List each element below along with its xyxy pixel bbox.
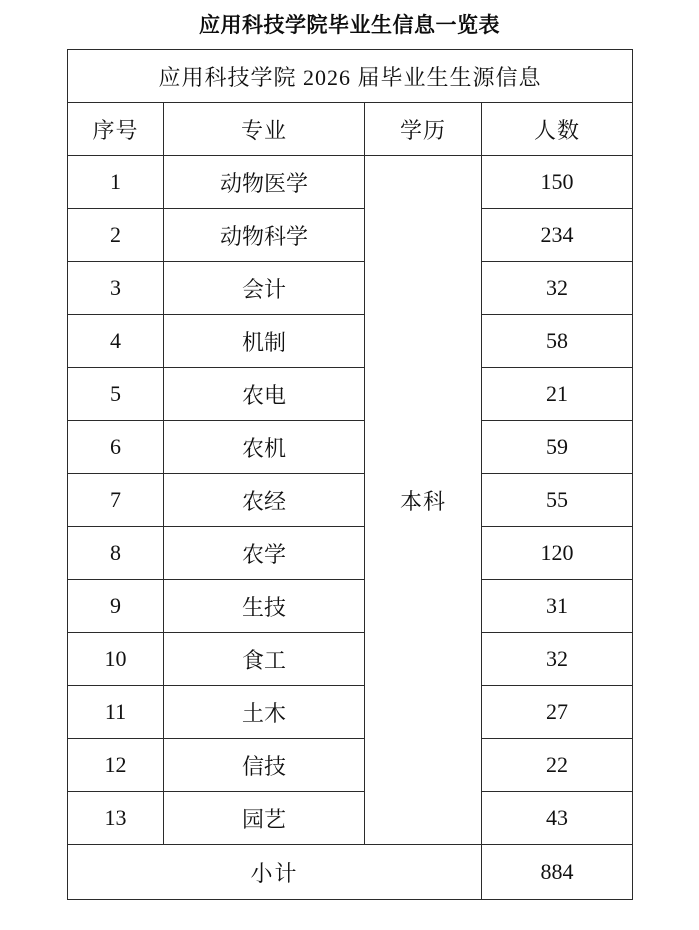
row-major: 生技 <box>164 580 365 633</box>
row-no: 5 <box>68 368 164 421</box>
row-major: 土木 <box>164 686 365 739</box>
column-header-education: 学历 <box>365 103 482 156</box>
total-label: 小计 <box>68 845 482 900</box>
row-major: 农机 <box>164 421 365 474</box>
row-major: 食工 <box>164 633 365 686</box>
table-caption-row <box>68 50 633 103</box>
table-row <box>68 633 633 686</box>
table-caption: 应用科技学院 2026 届毕业生生源信息 <box>68 50 633 103</box>
table-row <box>68 262 633 315</box>
row-no: 13 <box>68 792 164 845</box>
row-count: 32 <box>482 262 633 315</box>
row-no: 1 <box>68 156 164 209</box>
row-count: 22 <box>482 739 633 792</box>
table-row <box>68 739 633 792</box>
page-title: 应用科技学院毕业生信息一览表 <box>199 14 500 37</box>
table-row <box>68 156 633 209</box>
row-no: 2 <box>68 209 164 262</box>
row-major: 机制 <box>164 315 365 368</box>
table-row <box>68 527 633 580</box>
column-header-count: 人数 <box>482 103 633 156</box>
row-count: 32 <box>482 633 633 686</box>
table-row <box>68 474 633 527</box>
row-major: 农电 <box>164 368 365 421</box>
row-major: 农经 <box>164 474 365 527</box>
row-count: 120 <box>482 527 633 580</box>
table-row <box>68 421 633 474</box>
row-count: 55 <box>482 474 633 527</box>
table-row <box>68 209 633 262</box>
row-education: 本科 <box>365 156 482 845</box>
total-count: 884 <box>482 845 633 900</box>
column-header-no: 序号 <box>68 103 164 156</box>
row-no: 7 <box>68 474 164 527</box>
row-no: 3 <box>68 262 164 315</box>
row-major: 园艺 <box>164 792 365 845</box>
row-count: 27 <box>482 686 633 739</box>
row-major: 农学 <box>164 527 365 580</box>
row-count: 59 <box>482 421 633 474</box>
table-row <box>68 686 633 739</box>
row-no: 8 <box>68 527 164 580</box>
row-count: 234 <box>482 209 633 262</box>
row-no: 4 <box>68 315 164 368</box>
row-count: 150 <box>482 156 633 209</box>
table-row <box>68 315 633 368</box>
row-major: 动物医学 <box>164 156 365 209</box>
row-count: 21 <box>482 368 633 421</box>
row-major: 动物科学 <box>164 209 365 262</box>
row-no: 6 <box>68 421 164 474</box>
table-row <box>68 580 633 633</box>
row-no: 9 <box>68 580 164 633</box>
row-count: 43 <box>482 792 633 845</box>
table-row <box>68 792 633 845</box>
row-major: 会计 <box>164 262 365 315</box>
table-row <box>68 368 633 421</box>
row-no: 12 <box>68 739 164 792</box>
table-container <box>67 49 632 900</box>
row-count: 31 <box>482 580 633 633</box>
row-no: 11 <box>68 686 164 739</box>
column-header-major: 专业 <box>164 103 365 156</box>
row-major: 信技 <box>164 739 365 792</box>
table-total-row <box>68 845 633 900</box>
row-count: 58 <box>482 315 633 368</box>
graduate-source-table <box>67 49 633 900</box>
row-no: 10 <box>68 633 164 686</box>
table-header-row <box>68 103 633 156</box>
